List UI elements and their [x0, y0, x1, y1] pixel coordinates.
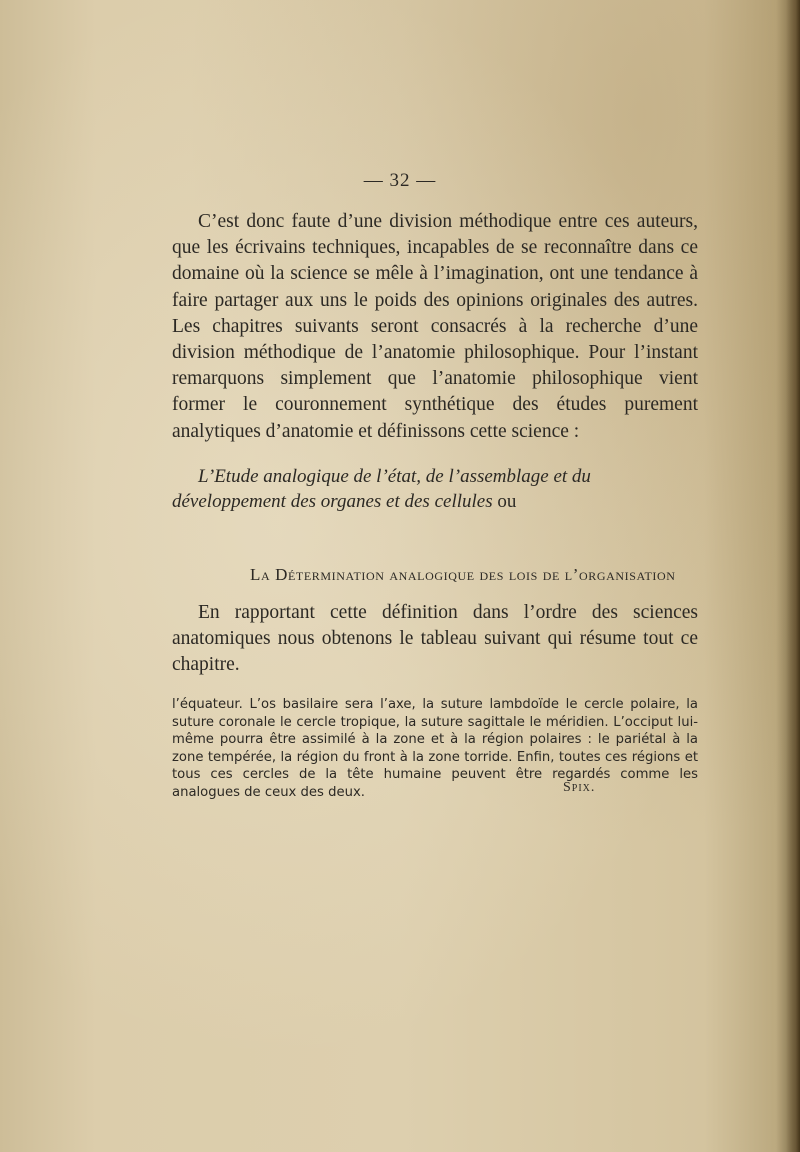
- footnote-signature: Spix.: [563, 780, 596, 795]
- paragraph-1: C’est donc faute d’une division méthodique entre ces auteurs, que les écrivains techniques, incapables de se reconnaître dans ce domaine où la science se mêle à l’imagination, ont une tendance à faire partager aux uns le poids des opinions originales des autres. Les chapitres suivants seront consacrés à la recherche d’une division méthodique de l’anatomie philosophique. Pour l’instant remarquons simplement que l’anatomie philosophique vient former le couronnement synthétique des études purement analytiques d’anatomie et définissons cette science :: [172, 211, 698, 442]
- definition-tail-text: ou: [492, 491, 517, 512]
- definition-italic-text: L’Etude analogique de l’état, de l’assemblage et du développement des organes et des cellules: [172, 466, 591, 512]
- footnote: l’équateur. L’os basilaire sera l’axe, la suture lambdoïde le cercle polaire, la suture coronale le cercle tropique, la suture sagittale le méridien. L’occiput lui-même pourra être assimilé à la zone et à la région polaires : le pariétal à la zone tempérée, la région du front à la zone torride. Enfin, toutes ces régions et tous ces cercles de la tête humaine peuvent être regardés comme les analogues de ceux des deux.: [172, 697, 698, 800]
- page-number: — 32 —: [363, 170, 437, 191]
- body-text-block-1: [172, 209, 698, 445]
- body-text-block-2: [172, 600, 698, 679]
- definition-paragraph: [172, 464, 698, 514]
- section-heading: La Détermination analogique des lois de l’organisation: [250, 565, 676, 584]
- paragraph-2: En rapportant cette définition dans l’ordre des sciences anatomiques nous obtenons le tableau suivant qui résume tout ce chapitre.: [172, 602, 698, 676]
